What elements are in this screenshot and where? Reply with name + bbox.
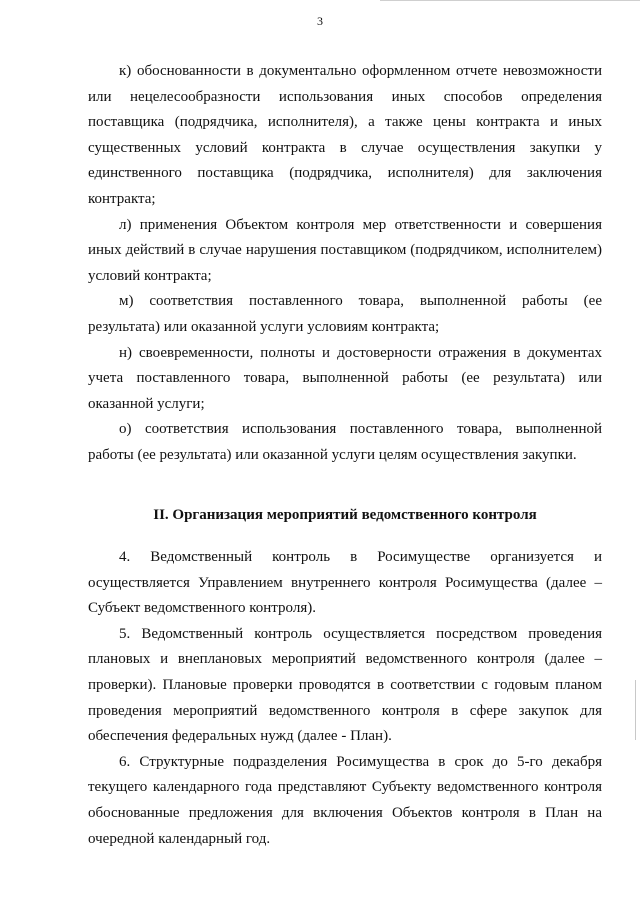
paragraph-6: 6. Структурные подразделения Росимущества в срок до 5-го декабря текущего календарного года представляют Субъекту ведомственного контроля обоснованные предложения для включения Объектов контроля в План на очередной календарный год.: [88, 753, 602, 847]
paragraph-l: л) применения Объектом контроля мер ответственности и совершения иных действий в случае нарушения поставщиком (подрядчиком, исполнителем) условий контракта;: [88, 216, 602, 284]
document-body: [88, 59, 602, 852]
paragraph-n: н) своевременности, полноты и достоверности отражения в документах учета поставленного товара, выполненной работы (ее результата) или оказанной услуги;: [88, 344, 602, 412]
paragraph-m: м) соответствия поставленного товара, выполненной работы (ее результата) или оказанной услуги условиям контракта;: [88, 293, 602, 335]
paragraph-4: 4. Ведомственный контроль в Росимуществе организуется и осуществляется Управлением внутреннего контроля Росимущества (далее – Субъект ведомственного контроля).: [88, 549, 602, 617]
scan-edge-mark: [635, 680, 636, 740]
paragraph-o: о) соответствия использования поставленного товара, выполненной работы (ее результата) или оказанной услуги целям осуществления закупки.: [88, 421, 602, 463]
paragraph-k: к) обоснованности в документально оформленном отчете невозможности или нецелесообразности использования иных способов определения поставщика (подрядчика, исполнителя), а также цены контракта и иных существенных условий контракта в случае осуществления закупки у единственного поставщика (подрядчика, исполнителя) для заключения контракта;: [88, 63, 602, 207]
section-heading: II. Организация мероприятий ведомственного контроля: [153, 506, 537, 523]
page-number: 3: [317, 14, 323, 28]
paragraph-5: 5. Ведомственный контроль осуществляется посредством проведения плановых и внеплановых мероприятий ведомственного контроля (далее – проверки). Плановые проверки проводятся в соответствии с годовым планом проведения мероприятий ведомственного контроля в сфере закупок для обеспечения федеральных нужд (далее - План).: [88, 625, 602, 745]
scan-edge-line: [380, 0, 640, 1]
